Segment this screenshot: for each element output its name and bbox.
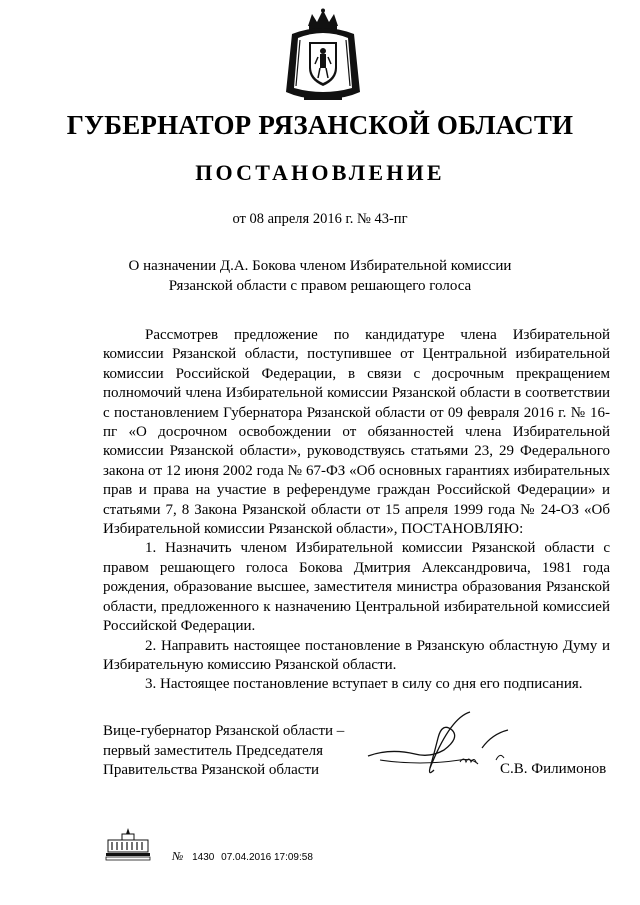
signatory-position (103, 722, 344, 781)
resolution-item-1: 1. Назначить членом Избирательной комиссии Рязанской области с правом решающего голоса Бокова Дмитрия Александровича, 1981 года рождения, образование высшее, заместителя министра образования Рязанской области, предложенного к назначению Центральной избирательной комиссией Российской Федерации. (103, 540, 610, 635)
registration-mark: № (172, 849, 184, 863)
subject-line-2: Рязанской области с правом решающего голоса (168, 278, 472, 294)
document-type: ПОСТАНОВЛЕНИЕ (195, 160, 445, 185)
resolution-item-2: 2. Направить настоящее постановление в Рязанскую областную Думу и Избирательную комиссию Рязанской области. (103, 637, 610, 673)
subject-line-1: О назначении Д.А. Бокова членом Избирательной комиссии (128, 258, 512, 274)
coat-of-arms-icon (282, 8, 364, 104)
position-line-3: Правительства Рязанской области (103, 762, 320, 778)
document-body (103, 326, 610, 695)
document-subject (0, 256, 640, 296)
resolution-item-3: 3. Настоящее постановление вступает в силу со дня его подписания. (145, 676, 583, 693)
registration-number: 1430 (192, 852, 215, 863)
registration-stamp (172, 849, 313, 864)
handwritten-signature (360, 708, 515, 780)
position-line-1: Вице-губернатор Рязанской области – (103, 723, 345, 739)
signatory-name: С.В. Филимонов (500, 761, 607, 777)
registration-datetime: 07.04.2016 17:09:58 (221, 852, 313, 863)
position-line-2: первый заместитель Председателя (103, 742, 323, 759)
governor-title: ГУБЕРНАТОР РЯЗАНСКОЙ ОБЛАСТИ (66, 110, 574, 140)
document-date-number: от 08 апреля 2016 г. № 43-пг (232, 211, 408, 227)
preamble-paragraph: Рассмотрев предложение по кандидатуре члена Избирательной комиссии Рязанской области, поступившее от Центральной избирательной комиссии Российской Федерации, в связи с досрочным прекращением полномочий члена Избирательной комиссии Рязанской области в соответствии с постановлением Губернатора Рязанской области от 09 февраля 2016 г. № 16-пг «О досрочном освобождении от обязанностей члена Избирательной комиссии Рязанской области», руководствуясь статьями 23, 29 Федерального закона от 12 июня 2002 года № 67-ФЗ «Об основных гарантиях избирательных прав и права на участие в референдуме граждан Российской Федерации» и статьями 7, 8 Закона Рязанской области от 15 апреля 1999 года № 24-ОЗ «Об Избирательной комиссии Рязанской области», ПОСТАНОВЛЯЮ: (103, 327, 610, 538)
government-building-stamp-icon (104, 826, 152, 862)
